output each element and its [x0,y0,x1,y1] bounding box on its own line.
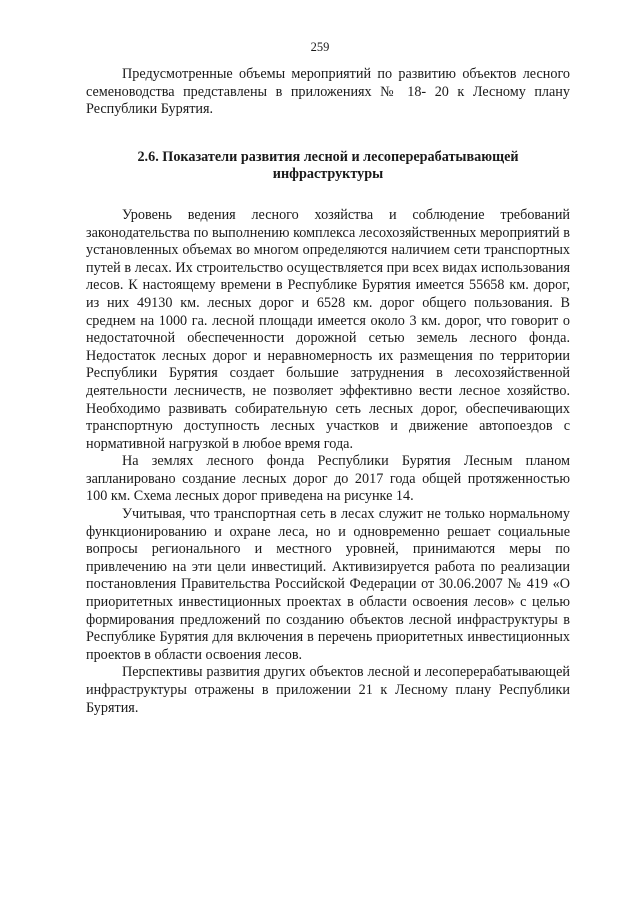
section-heading-line-2: инфраструктуры [272,166,384,183]
paragraph-investments: Учитывая, что транспортная сеть в лесах служит не только нормальному функционированию и охране леса, но и одновременно решает социальные вопросы регионального и местного уровней, принимаются меры по привлечению на эти цели инвестиций. Активизируется работа по реализации постановления Правительства Российской Федерации от 30.06.2007 № 419 «О приоритетных инвестиционных проектах в области освоения лесов» с целью формирования предложений по созданию объектов лесной инфраструктуры в Республике Бурятия для включения в перечень приоритетных инвестиционных проектов в области освоения лесов. [86,506,570,663]
section-heading [86,149,570,184]
section-heading-line-1: 2.6. Показатели развития лесной и лесоперерабатывающей [137,148,519,165]
document-body [86,66,570,717]
paragraph-perspectives: Перспективы развития других объектов лесной и лесоперерабатывающей инфраструктуры отражены в приложении 21 к Лесному плану Республики Бурятия. [86,664,570,716]
page-number: 259 [310,40,330,54]
paragraph-roads-overview: Уровень ведения лесного хозяйства и соблюдение требований законодательства по выполнению комплекса лесохозяйственных мероприятий в установленных объемах во многом определяются наличием сети транспортных путей в лесах. Их строительство осуществляется при всех видах использования лесов. К настоящему времени в Республике Бурятия имеется 55658 км. дорог, из них 49130 км. лесных дорог и 6528 км. дорог общего пользования. В среднем на 1000 га. лесной площади имеется около 3 км. дорог, что говорит о недостаточной обеспеченности дорожной сетью земель лесного фонда. Недостаток лесных дорог и неравномерность их размещения по территории Республики Бурятия создает большие затруднения в лесохозяйственной деятельности лесничеств, не позволяет эффективно вести лесное хозяйство. Необходимо развивать собирательную сеть лесных дорог, обеспечивающих транспортную доступность лесных участков и движение автопоездов с нормативной нагрузкой в любое время года. [86,206,570,452]
paragraph-intro: Предусмотренные объемы мероприятий по развитию объектов лесного семеноводства представлены в приложениях № 18- 20 к Лесному плану Республики Бурятия. [86,66,570,118]
paragraph-roads-plan: На землях лесного фонда Республики Бурятия Лесным планом запланировано создание лесных дорог до 2017 года общей протяженностью 100 км. Схема лесных дорог приведена на рисунке 14. [86,453,570,505]
